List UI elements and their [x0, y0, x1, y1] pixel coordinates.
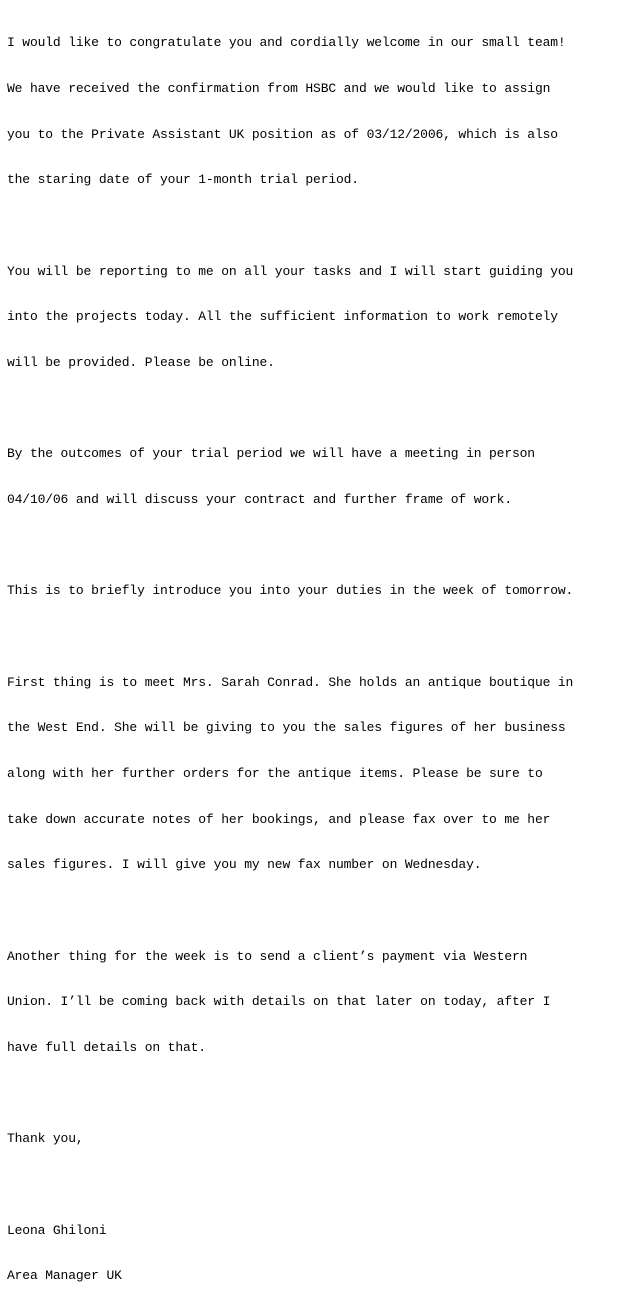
paragraph-closing	[7, 1101, 619, 1177]
signature-title: Area Manager UK	[7, 1268, 122, 1284]
text-line: 04/10/06 and will discuss your contract and further frame of work.	[7, 491, 512, 507]
text-line: You will be reporting to me on all your tasks and I will start guiding you	[7, 263, 574, 279]
text-line: along with her further orders for the antique items. Please be sure to	[7, 765, 543, 781]
text-line: Another thing for the week is to send a client’s payment via Western	[7, 948, 528, 964]
text-line: Union. I’ll be coming back with details on that later on today, after I	[7, 994, 551, 1010]
text-line: By the outcomes of your trial period we will have a meeting in person	[7, 446, 535, 462]
text-line: you to the Private Assistant UK position as of 03/12/2006, which is also	[7, 126, 558, 142]
paragraph-second-task	[7, 918, 619, 1085]
paragraph-trial-outcome	[7, 416, 619, 538]
email-body	[7, 5, 619, 1314]
text-line: will be provided. Please be online.	[7, 354, 275, 370]
paragraph-reporting	[7, 233, 619, 400]
text-line: I would like to congratulate you and cordially welcome in our small team!	[7, 35, 566, 51]
text-line: sales figures. I will give you my new fax number on Wednesday.	[7, 857, 482, 873]
paragraph-welcome	[7, 5, 619, 218]
text-line: the West End. She will be giving to you the sales figures of her business	[7, 720, 566, 736]
text-line: have full details on that.	[7, 1039, 206, 1055]
text-line: into the projects today. All the sufficient information to work remotely	[7, 309, 558, 325]
text-line: This is to briefly introduce you into your duties in the week of tomorrow.	[7, 583, 574, 599]
paragraph-duties-intro	[7, 553, 619, 629]
text-line: We have received the confirmation from HSBC and we would like to assign	[7, 81, 551, 97]
signature-name: Leona Ghiloni	[7, 1222, 107, 1238]
paragraph-first-task	[7, 644, 619, 902]
text-line: the staring date of your 1-month trial period.	[7, 172, 359, 188]
text-line: First thing is to meet Mrs. Sarah Conrad. She holds an antique boutique in	[7, 674, 574, 690]
text-line: Thank you,	[7, 1131, 84, 1147]
text-line: take down accurate notes of her bookings, and please fax over to me her	[7, 811, 551, 827]
signature	[7, 1192, 619, 1314]
